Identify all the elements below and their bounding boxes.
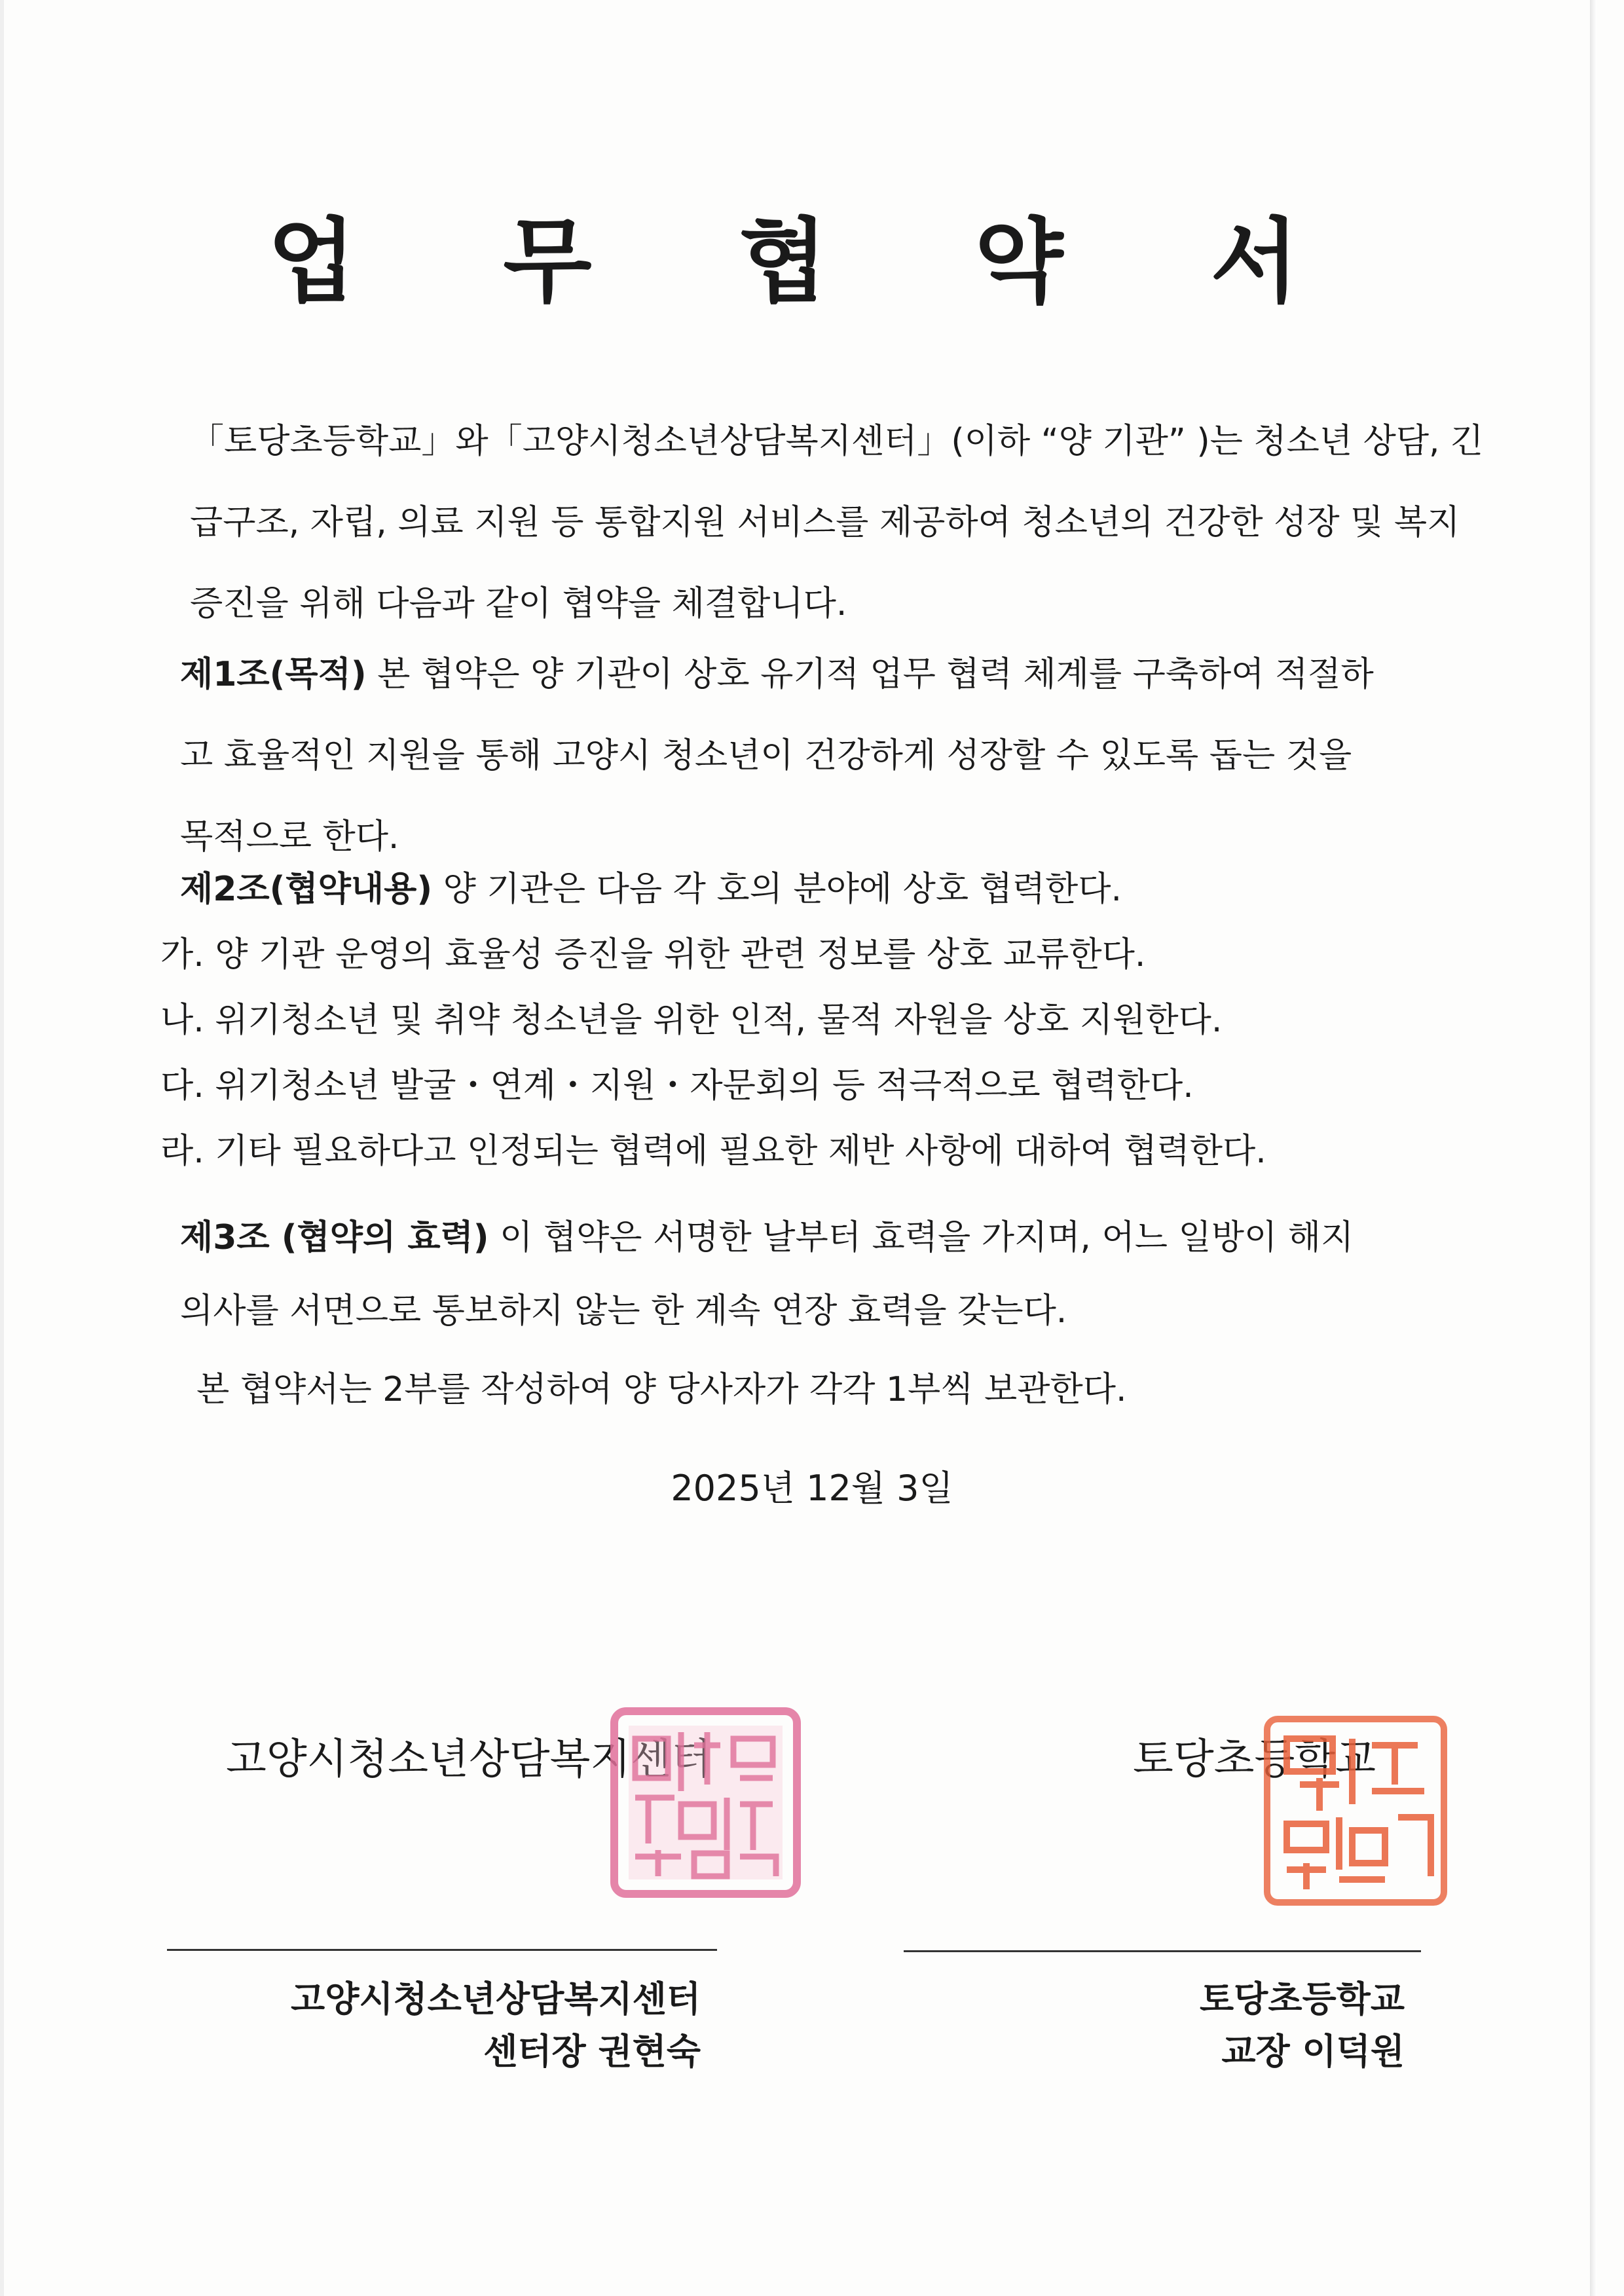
scan-edge-right	[1590, 0, 1596, 2296]
article-2-item: 가. 양 기관 운영의 효율성 증진을 위한 관련 정보를 상호 교류한다.	[160, 935, 1146, 974]
article-3-text: 이 협약은 서명한 날부터 효력을 가지며, 어느 일방이 해지	[489, 1218, 1354, 1257]
signature-left-person: 센터장 권현숙	[483, 2031, 701, 2072]
intro-line: 증진을 위해 다음과 같이 협약을 체결합니다.	[190, 584, 847, 623]
article-3-line: 의사를 서면으로 통보하지 않는 한 계속 연장 효력을 갖는다.	[180, 1291, 1067, 1331]
signature-left-org: 고양시청소년상담복지센터	[291, 1978, 701, 2020]
article-2-label: 제2조(협약내용)	[180, 870, 433, 909]
article-2-item: 다. 위기청소년 발굴・연계・지원・자문회의 등 적극적으로 협력한다.	[160, 1066, 1194, 1105]
signature-line-left	[167, 1949, 717, 1951]
article-1-label: 제1조(목적)	[180, 655, 367, 694]
article-2-text: 양 기관은 다음 각 호의 분야에 상호 협력한다.	[432, 870, 1122, 909]
closing-statement: 본 협약서는 2부를 작성하여 양 당사자가 각각 1부씩 보관한다.	[196, 1370, 1127, 1409]
intro-paragraph	[190, 401, 1483, 644]
article-2	[180, 849, 1122, 930]
document-title: 업 무 협 약 서	[267, 208, 1357, 316]
agreement-date: 2025년 12월 3일	[671, 1468, 953, 1509]
signature-right-org: 토당초등학교	[1200, 1978, 1405, 2020]
article-2-item: 나. 위기청소년 및 취약 청소년을 위한 인적, 물적 자원을 상호 지원한다.	[160, 1001, 1223, 1040]
article-1-line: 목적으로 한다.	[180, 817, 399, 857]
article-1	[180, 634, 1374, 878]
scan-edge-left	[0, 0, 4, 2296]
article-3-label: 제3조 (협약의 효력)	[180, 1218, 489, 1257]
article-1-text: 본 협약은 양 기관이 상호 유기적 업무 협력 체계를 구축하여 적절하	[366, 655, 1374, 694]
signature-line-right	[904, 1950, 1421, 1952]
intro-line: 「토당초등학교」와「고양시청소년상담복지센터」(이하 “양 기관” )는 청소년 상담, 긴	[190, 422, 1484, 461]
article-3	[180, 1197, 1354, 1352]
article-1-line: 고 효율적인 지원을 통해 고양시 청소년이 건강하게 성장할 수 있도록 돕는 것을	[180, 736, 1352, 775]
seal-left-stamp	[609, 1706, 802, 1899]
party-right-name: 토당초등학교	[1133, 1735, 1376, 1784]
seal-right-stamp	[1261, 1713, 1450, 1909]
signature-right-person: 교장 이덕원	[1221, 2031, 1405, 2072]
intro-line: 급구조, 자립, 의료 지원 등 통합지원 서비스를 제공하여 청소년의 건강한 성장 및 복지	[190, 503, 1460, 542]
party-left-name: 고양시청소년상담복지센터	[226, 1735, 712, 1784]
article-2-item: 라. 기타 필요하다고 인정되는 협력에 필요한 제반 사항에 대하여 협력한다.	[160, 1132, 1266, 1171]
